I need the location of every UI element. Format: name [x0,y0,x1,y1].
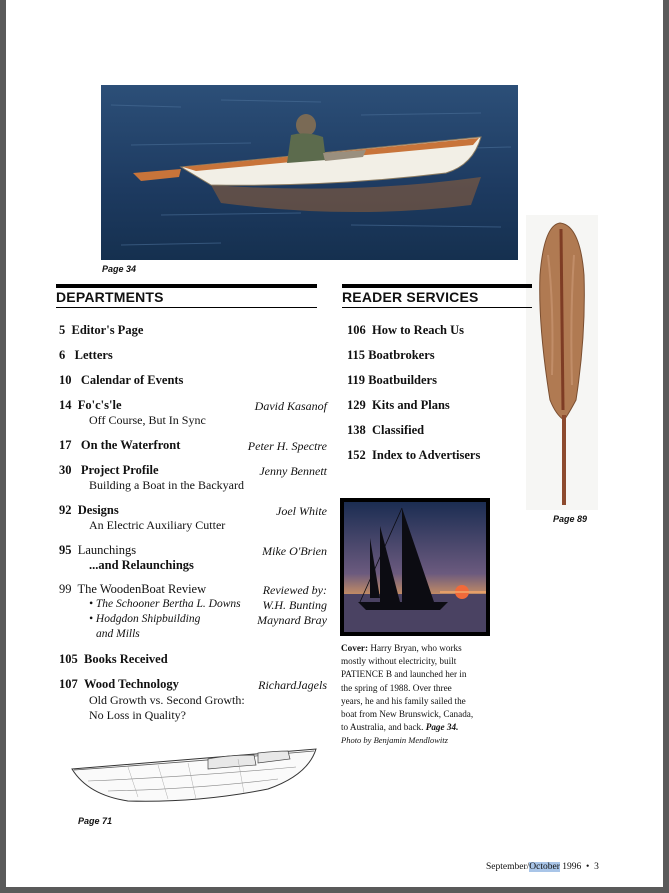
review-title: • The Schooner Bertha L. Downs [89,598,241,610]
photo-credit: Photo by Benjamin Mendlowitz [341,735,448,746]
author-credit: Jenny Bennett [259,464,327,478]
reader-services-rule-top [342,284,532,288]
page-footer: September/October 1996 • 3 [486,862,599,872]
list-item[interactable]: 92 Designs [59,503,119,517]
departments-rule-top [56,284,317,288]
list-item[interactable]: 14 Fo'c's'le [59,398,122,412]
list-item[interactable]: 30 Project Profile [59,463,159,477]
list-item[interactable]: 129 Kits and Plans [347,398,450,412]
article-subtitle: ...and Relaunchings [89,558,194,572]
author-credit: Mike O'Brien [262,544,327,558]
cover-photo [340,498,490,636]
list-item[interactable]: 6 Letters [59,348,113,362]
author-credit: Joel White [276,504,327,518]
reader-services-header: READER SERVICES [342,289,479,305]
list-item[interactable]: 105 Books Received [59,652,168,666]
review-title: and Mills [96,628,140,640]
list-item[interactable]: 99 The WoodenBoat Review [59,582,207,596]
highlighted-word[interactable]: October [529,862,560,872]
author-credit: David Kasanof [254,399,327,413]
list-item[interactable]: 115 Boatbrokers [347,348,435,362]
departments-header: DEPARTMENTS [56,289,164,305]
list-item[interactable]: 10 Calendar of Events [59,373,184,387]
list-item[interactable]: 107 Wood Technology [59,677,179,691]
kayak-photo [101,85,518,260]
boat-drawing [68,745,320,807]
reviewer: W.H. Bunting [262,598,327,612]
page-number: 3 [594,862,599,872]
article-subtitle: Off Course, But In Sync [89,413,206,427]
paddle-caption: Page 89 [553,514,588,524]
kayak-caption: Page 34 [102,264,137,274]
list-item[interactable]: 17 On the Waterfront [59,438,181,452]
reader-services-rule-bottom [342,307,532,308]
departments-rule-bottom [56,307,317,308]
list-item[interactable]: 152 Index to Advertisers [347,448,481,462]
reviewer: Maynard Bray [257,613,327,627]
author-credit: Peter H. Spectre [247,439,327,453]
list-item[interactable]: 95 Launchings [59,543,137,557]
article-subtitle: Building a Boat in the Backyard [89,478,244,492]
list-item[interactable]: 138 Classified [347,423,425,437]
paddle-photo [526,215,598,510]
article-subtitle: An Electric Auxiliary Cutter [89,518,226,532]
list-item[interactable]: 119 Boatbuilders [347,373,437,387]
author-credit: RichardJagels [258,678,327,692]
magazine-page [6,0,663,887]
drawing-caption: Page 71 [78,816,113,826]
author-credit: Reviewed by: [262,583,327,597]
list-item[interactable]: 106 How to Reach Us [347,323,465,337]
article-subtitle: Old Growth vs. Second Growth: [89,693,245,707]
list-item[interactable]: 5 Editor's Page [59,323,144,337]
cover-description: Cover: Harry Bryan, who works mostly without electricity, built PATIENCE B and launched her in the spring of 1988. Over three years, he and his family sailed the boat from New Brunswick, Canada, to Australia, and back. Page 34. Photo by Benjamin Mendlowitz [341,642,511,748]
article-subtitle: No Loss in Quality? [89,708,186,722]
review-title: • Hodgdon Shipbuilding [89,613,201,625]
